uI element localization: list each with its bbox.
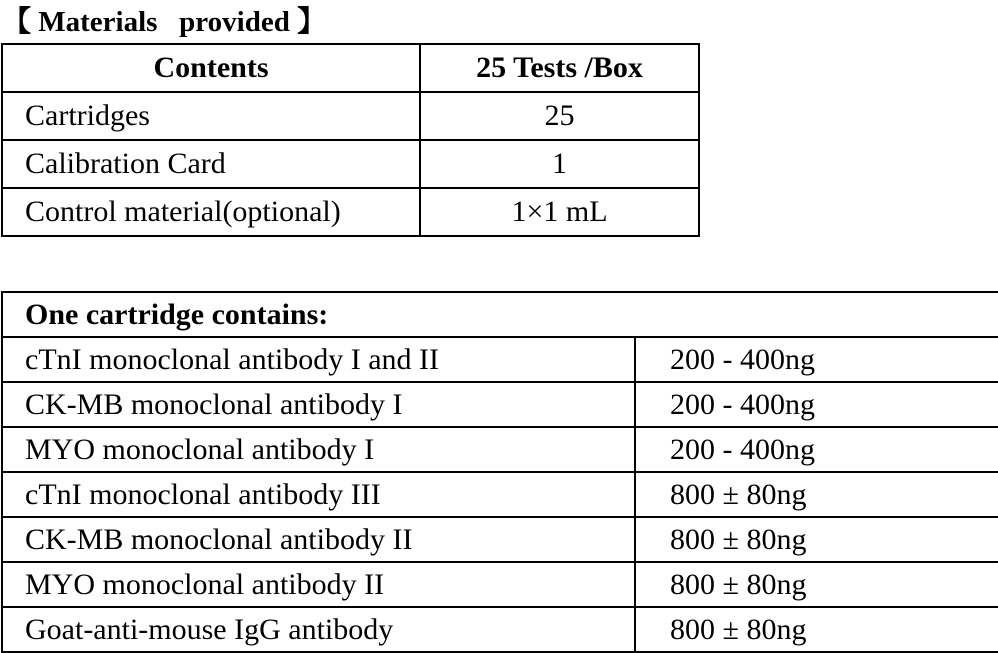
- table-row: [2, 140, 699, 188]
- amount-cell: 200 - 400ng: [635, 382, 998, 427]
- table-row: [2, 188, 699, 236]
- cartridge-contents-table: [1, 291, 998, 653]
- component-cell: MYO monoclonal antibody II: [2, 562, 635, 607]
- table-row: [2, 607, 998, 652]
- amount-cell: 200 - 400ng: [635, 427, 998, 472]
- material-quantity-cell: 25: [420, 92, 699, 140]
- component-cell: CK-MB monoclonal antibody I: [2, 382, 635, 427]
- component-cell: cTnI monoclonal antibody III: [2, 472, 635, 517]
- table-row: [2, 427, 998, 472]
- tests-per-box-column-header: 25 Tests /Box: [420, 44, 699, 92]
- amount-cell: 200 - 400ng: [635, 337, 998, 382]
- cartridge-header-row: [2, 292, 998, 337]
- table-row: [2, 472, 998, 517]
- component-cell: cTnI monoclonal antibody I and II: [2, 337, 635, 382]
- material-item-cell: Control material(optional): [2, 188, 420, 236]
- table-row: [2, 337, 998, 382]
- component-cell: MYO monoclonal antibody I: [2, 427, 635, 472]
- section-heading: 【 Materials provided 】: [2, 6, 327, 38]
- amount-cell: 800 ± 80ng: [635, 472, 998, 517]
- table-row: [2, 517, 998, 562]
- amount-cell: 800 ± 80ng: [635, 607, 998, 652]
- material-quantity-cell: 1: [420, 140, 699, 188]
- table-row: [2, 92, 699, 140]
- material-item-cell: Calibration Card: [2, 140, 420, 188]
- table-row: [2, 562, 998, 607]
- material-quantity-cell: 1×1 mL: [420, 188, 699, 236]
- material-item-cell: Cartridges: [2, 92, 420, 140]
- component-cell: Goat-anti-mouse IgG antibody: [2, 607, 635, 652]
- materials-table: [1, 43, 700, 237]
- materials-header-row: [2, 44, 699, 92]
- component-cell: CK-MB monoclonal antibody II: [2, 517, 635, 562]
- amount-cell: 800 ± 80ng: [635, 517, 998, 562]
- table-row: [2, 382, 998, 427]
- amount-cell: 800 ± 80ng: [635, 562, 998, 607]
- cartridge-table-title: One cartridge contains:: [2, 292, 998, 337]
- contents-column-header: Contents: [2, 44, 420, 92]
